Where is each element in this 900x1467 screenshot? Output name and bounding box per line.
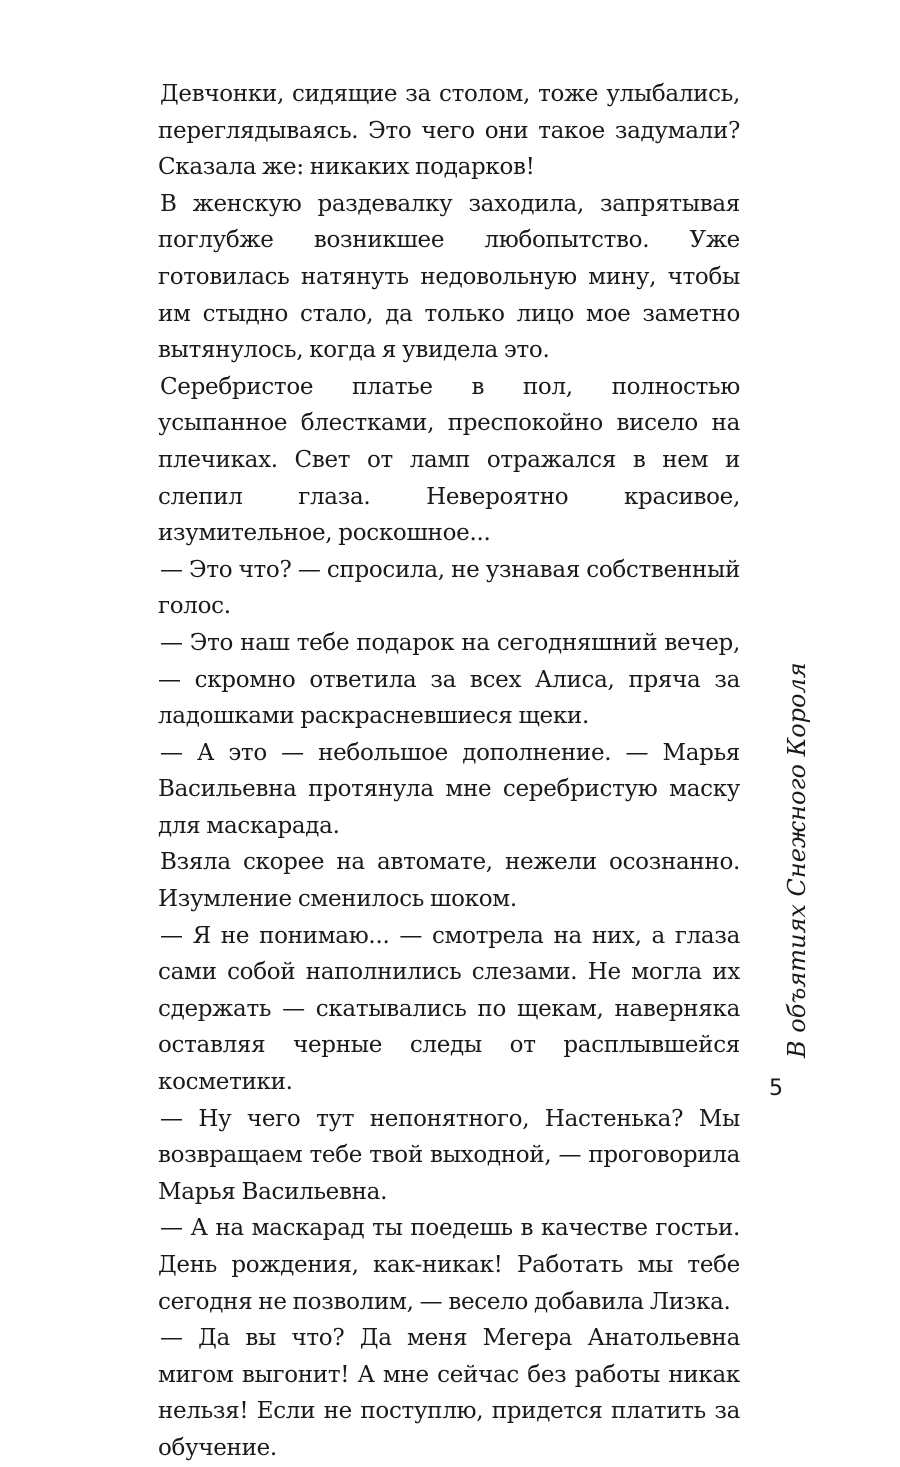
running-title: В объятиях Снежного Короля <box>783 662 811 1058</box>
paragraph-1: Девчонки, сидящие за столом, тоже улыбались, переглядываясь. Это чего они такое задумали? Сказала же: никаких подарков! <box>158 81 740 181</box>
paragraph-9: — Ну чего тут непонятного, Настенька? Мы возвращаем тебе твой выходной, — проговорила Марья Васильевна. <box>158 1105 740 1205</box>
paragraph-11: — Да вы что? Да меня Мегера Анатольевна мигом выгонит! А мне сейчас без работы никак нельзя! Если не поступлю, придется платить за обучение. <box>158 1325 740 1461</box>
page-number: 5 <box>769 1076 783 1101</box>
paragraph-4: — Это что? — спросила, не узнавая собственный голос. <box>158 556 740 620</box>
paragraph-7: Взяла скорее на автомате, нежели осознанно. Изумление сменилось шоком. <box>158 849 740 913</box>
paragraph-3: Серебристое платье в пол, полностью усыпанное блестками, преспокойно висело на плечиках. Свет от ламп отражался в нем и слепил глаза. Невероятно красивое, изумительное, роскошное... <box>158 373 740 547</box>
body-text <box>158 76 740 1467</box>
paragraph-5: — Это наш тебе подарок на сегодняшний вечер, — скромно ответила за всех Алиса, пряча за ладошками раскрасневшиеся щеки. <box>158 629 740 730</box>
paragraph-6: — А это — небольшое дополнение. — Марья Васильевна протянула мне серебристую маску для маскарада. <box>158 739 740 839</box>
paragraph-10: — А на маскарад ты поедешь в качестве гостьи. День рождения, как-никак! Работать мы тебе сегодня не позволим, — весело добавила Лизка. <box>158 1215 740 1315</box>
paragraph-8: — Я не понимаю... — смотрела на них, а глаза сами собой наполнились слезами. Не могла их сдержать — скатывались по щекам, наверняка оставляя черные следы от расплывшейся косметики. <box>158 922 740 1096</box>
paragraph-2: В женскую раздевалку заходила, запрятывая поглубже возникшее любопытство. Уже готовилась натянуть недовольную мину, чтобы им стыдно стало, да только лицо мое заметно вытянулось, когда я увидела это. <box>158 190 740 364</box>
